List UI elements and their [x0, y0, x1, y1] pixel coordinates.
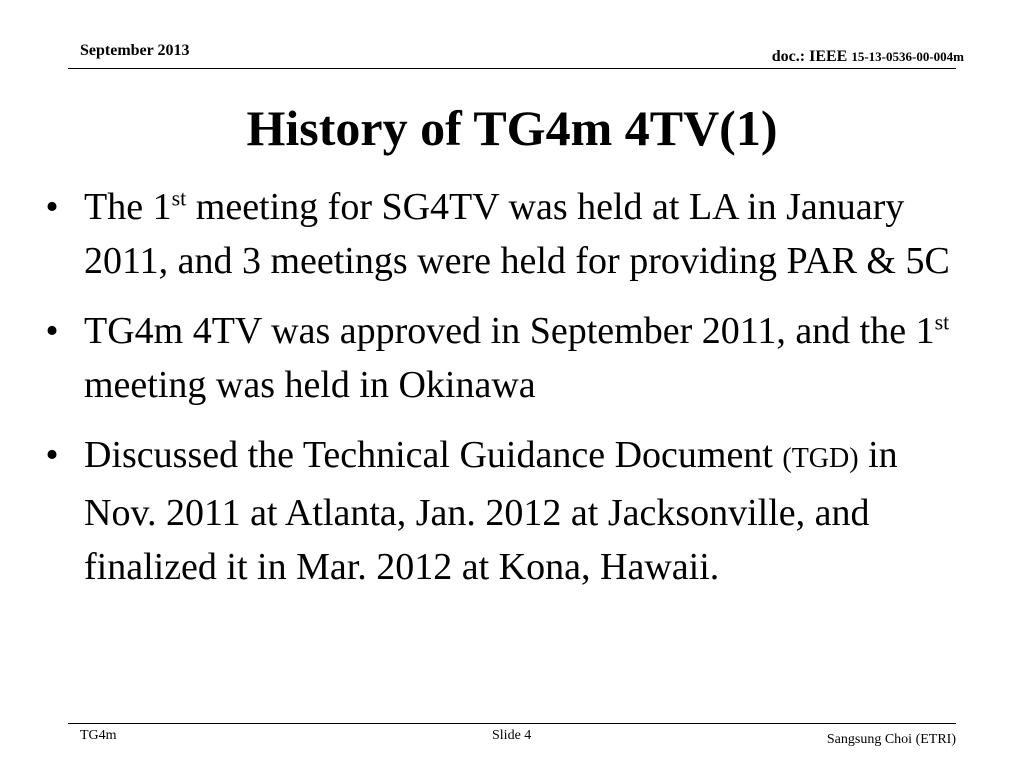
- bullet-text: meeting for SG4TV was held at LA in January 2011, and 3 meetings were held for providing PAR & 5C: [84, 186, 950, 282]
- bullet-list: [40, 180, 950, 610]
- bullet-marker: •: [45, 434, 59, 476]
- bullet-text: meeting was held in Okinawa: [84, 364, 536, 406]
- slide-title: History of TG4m 4TV(1): [246, 100, 778, 156]
- bullet-text: TG4m 4TV was approved in September 2011, and the 1: [84, 310, 935, 352]
- footer-author: Sangsung Choi (ETRI): [826, 732, 956, 747]
- bullet-item: [40, 428, 950, 594]
- bullet-text: Discussed the Technical Guidance Document: [84, 434, 783, 476]
- bullet-item: [40, 180, 950, 288]
- header-rule: [68, 68, 956, 69]
- bullet-superscript: st: [171, 185, 187, 211]
- footer-rule: [68, 723, 956, 724]
- header-doc-id: [772, 48, 964, 66]
- footer-slide-number: Slide 4: [492, 728, 532, 743]
- bullet-marker: •: [45, 186, 59, 228]
- header-date: September 2013: [80, 42, 190, 59]
- bullet-item: [40, 304, 950, 412]
- header-doc-number: 15-13-0536-00-004m: [851, 49, 964, 64]
- bullet-text: The 1: [84, 186, 172, 228]
- footer-left: TG4m: [80, 728, 117, 743]
- bullet-marker: •: [45, 310, 59, 352]
- header-doc-prefix: doc.: IEEE: [771, 48, 852, 65]
- bullet-text: in Nov. 2011 at Atlanta, Jan. 2012 at Jacksonville, and finalized it in Mar. 2012 at Kona, Hawaii.: [84, 434, 898, 588]
- bullet-abbreviation: (TGD): [782, 443, 859, 474]
- bullet-superscript: st: [934, 309, 950, 335]
